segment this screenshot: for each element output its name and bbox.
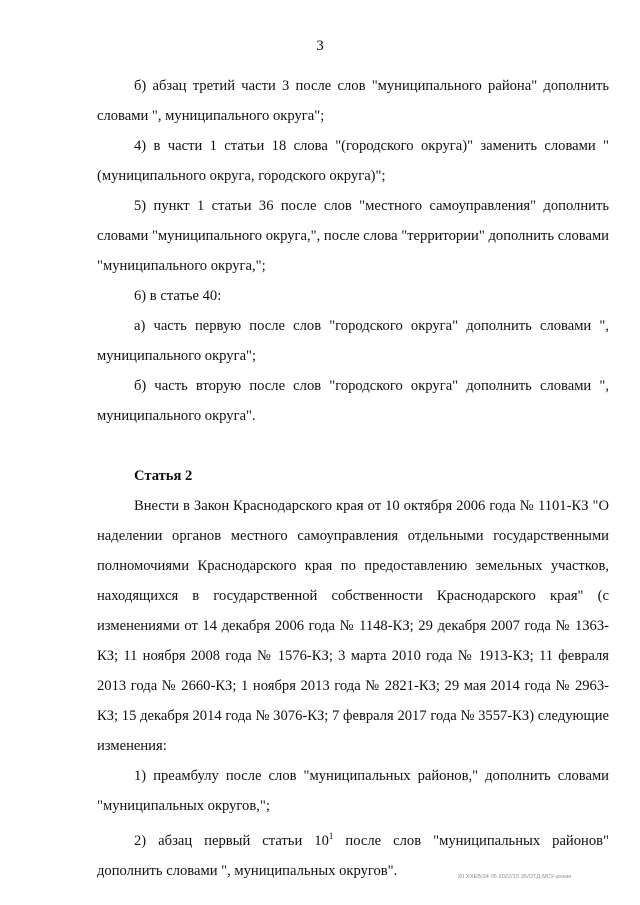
paragraph-b-part3: б) абзац третий части 3 после слов "муниципального района" дополнить словами ", муниципального округа"; xyxy=(97,78,609,124)
document-footer-code: 20 ХХЕВ/24 05 2022/15 35/ОТД-МСУ-рнкан xyxy=(458,874,572,880)
paragraph-5: 5) пункт 1 статьи 36 после слов "местного самоуправления" дополнить словами "муниципального округа,", после слова "территории" дополнить словами "муниципального округа,"; xyxy=(97,198,609,274)
page-number: 3 xyxy=(316,38,324,54)
paragraph-6: 6) в статье 40: xyxy=(134,288,222,304)
paragraph-4: 4) в части 1 статьи 18 слова "(городского округа)" заменить словами "(муниципального округа, городского округа)"; xyxy=(97,138,609,184)
item-2-start: 2) абзац первый статьи 10 xyxy=(134,833,329,849)
paragraph-b-art40: б) часть вторую после слов "городского округа" дополнить словами ", муниципального округа". xyxy=(97,378,609,424)
paragraph-a-art40: а) часть первую после слов "городского округа" дополнить словами ", муниципального округа"; xyxy=(97,318,609,364)
article-heading: Статья 2 xyxy=(134,468,193,484)
item-2-superscript: 1 xyxy=(328,831,334,841)
item-2-end: после слов "муниципальных районов" дополнить словами ", муниципальных округов". xyxy=(97,833,609,879)
item-1: 1) преамбулу после слов "муниципальных районов," дополнить словами "муниципальных округов,"; xyxy=(97,768,609,814)
article-intro: Внести в Закон Краснодарского края от 10 октября 2006 года № 1101-КЗ "О наделении органов местного самоуправления отдельными государственными полномочиями Краснодарского края по предоставлению земельных участков, находящихся в государственной собственности Краснодарского края" (с изменениями от 14 декабря 2006 года № 1148-КЗ; 29 декабря 2007 года № 1363-КЗ; 11 ноября 2008 года № 1576-КЗ; 3 марта 2010 года № 1913-КЗ; 11 февраля 2013 года № 2660-КЗ; 1 ноября 2013 года № 2821-КЗ; 29 мая 2014 года № 2963-КЗ; 15 декабря 2014 года № 3076-КЗ; 7 февраля 2017 года № 3557-КЗ) следующие изменения: xyxy=(97,498,609,754)
document-body xyxy=(97,71,609,886)
